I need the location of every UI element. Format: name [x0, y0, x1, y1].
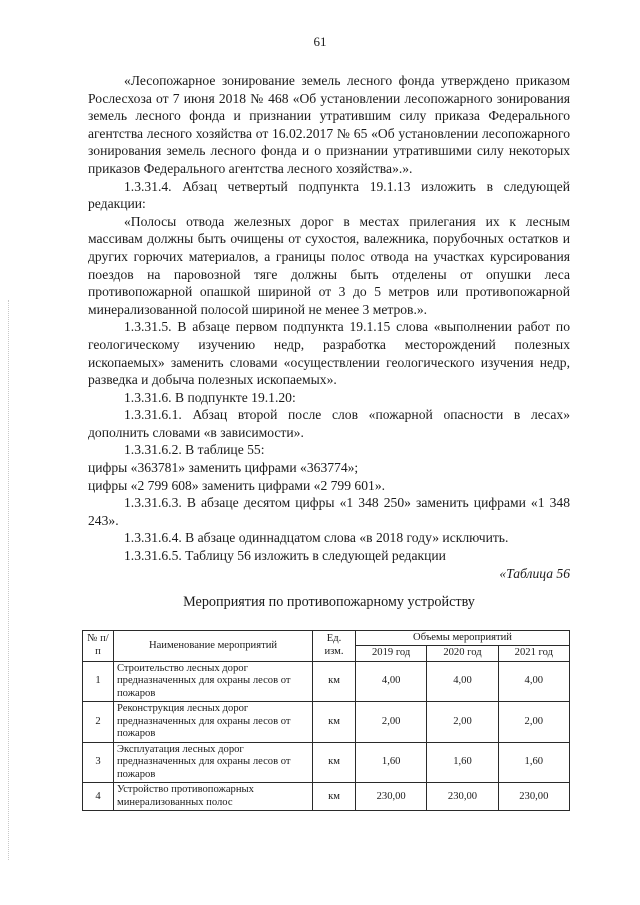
row-num: 4: [83, 783, 114, 811]
paragraph-railway-quote: «Полосы отвода железных дорог в местах прилегания их к лесным массивам должны быть очищены от сухостоя, валежника, порубочных остатков и других горючих материалов, а границы полос отвода на участках курсирования поездов на паровозной тяге должны быть отделены от опушки леса противопожарной опашкой шириной от 3 до 5 метров или противопожарной минерализованной полосой шириной не менее 3 метров.».: [88, 213, 570, 317]
row-value-2021: 230,00: [498, 783, 569, 811]
row-num: 1: [83, 661, 114, 702]
paragraph-1-3-31-6-1: 1.3.31.6.1. Абзац второй после слов «пожарной опасности в лесах» дополнить словами «в зависимости».: [88, 407, 570, 440]
row-value-2019: 1,60: [356, 742, 427, 783]
row-unit: км: [313, 661, 356, 702]
paragraph-1-3-31-6-5: 1.3.31.6.5. Таблицу 56 изложить в следующей редакции: [124, 548, 446, 564]
row-unit: км: [313, 783, 356, 811]
row-value-2019: 230,00: [356, 783, 427, 811]
row-value-2020: 230,00: [427, 783, 498, 811]
header-num: № п/п: [83, 630, 114, 661]
paragraph-1-3-31-5: 1.3.31.5. В абзаце первом подпункта 19.1.15 слова «выполнении работ по геологическому изучению недр, разработка месторождений полезных ископаемых» заменить словами «осуществлении геологического изучения недр, разведка и добыча полезных ископаемых».: [88, 319, 570, 388]
row-unit: км: [313, 702, 356, 743]
row-num: 3: [83, 742, 114, 783]
margin-rule: [8, 300, 9, 860]
header-volumes: Объемы мероприятий: [356, 630, 570, 646]
row-name: Эксплуатация лесных дорог предназначенных для охраны лесов от пожаров: [114, 742, 313, 783]
row-name: Реконструкция лесных дорог предназначенных для охраны лесов от пожаров: [114, 702, 313, 743]
document-body: [88, 72, 570, 811]
table-row: [83, 661, 570, 702]
table-title: Мероприятия по противопожарному устройству: [183, 594, 475, 611]
table-label: «Таблица 56: [499, 565, 570, 581]
paragraph-1-3-31-4: 1.3.31.4. Абзац четвертый подпункта 19.1.13 изложить в следующей редакции:: [88, 178, 570, 212]
paragraph-digits-2: цифры «2 799 608» заменить цифрами «2 799 601».: [88, 477, 386, 493]
paragraph-zoning-quote: «Лесопожарное зонирование земель лесного фонда утверждено приказом Рослесхоза от 7 июня 2018 № 468 «Об установлении лесопожарного зонирования земель лесного фонда и признании утратившим силу приказа Федерального агентства лесного хозяйства от 16.02.2017 № 65 «Об установлении лесопожарного зонирования земель лесного фонда и о признании утратившими силу некоторых приказов Федерального агентства лесного хозяйства».».: [88, 73, 570, 176]
paragraph-1-3-31-6-2: 1.3.31.6.2. В таблице 55:: [124, 442, 265, 458]
row-value-2020: 1,60: [427, 742, 498, 783]
header-name: Наименование мероприятий: [114, 630, 313, 661]
row-value-2020: 2,00: [427, 702, 498, 743]
row-value-2019: 4,00: [356, 661, 427, 702]
row-value-2021: 1,60: [498, 742, 569, 783]
row-name: Устройство противопожарных минерализованных полос: [114, 783, 313, 811]
fire-measures-table: [82, 630, 570, 812]
row-value-2021: 2,00: [498, 702, 569, 743]
row-value-2019: 2,00: [356, 702, 427, 743]
table-row: [83, 783, 570, 811]
paragraph-1-3-31-6-3: 1.3.31.6.3. В абзаце десятом цифры «1 348 250» заменить цифрами «1 348 243».: [88, 495, 570, 528]
paragraph-1-3-31-6-4: 1.3.31.6.4. В абзаце одиннадцатом слова «в 2018 году» исключить.: [124, 530, 509, 546]
header-year-2020: 2020 год: [427, 646, 498, 662]
paragraph-1-3-31-6: 1.3.31.6. В подпункте 19.1.20:: [124, 389, 296, 405]
paragraph-digits-1: цифры «363781» заменить цифрами «363774»;: [88, 460, 359, 476]
row-value-2020: 4,00: [427, 661, 498, 702]
header-year-2021: 2021 год: [498, 646, 569, 662]
row-num: 2: [83, 702, 114, 743]
row-value-2021: 4,00: [498, 661, 569, 702]
header-year-2019: 2019 год: [356, 646, 427, 662]
header-unit: Ед. изм.: [313, 630, 356, 661]
page-number: 61: [313, 34, 327, 49]
row-name: Строительство лесных дорог предназначенных для охраны лесов от пожаров: [114, 661, 313, 702]
row-unit: км: [313, 742, 356, 783]
table-row: [83, 742, 570, 783]
table-row: [83, 702, 570, 743]
